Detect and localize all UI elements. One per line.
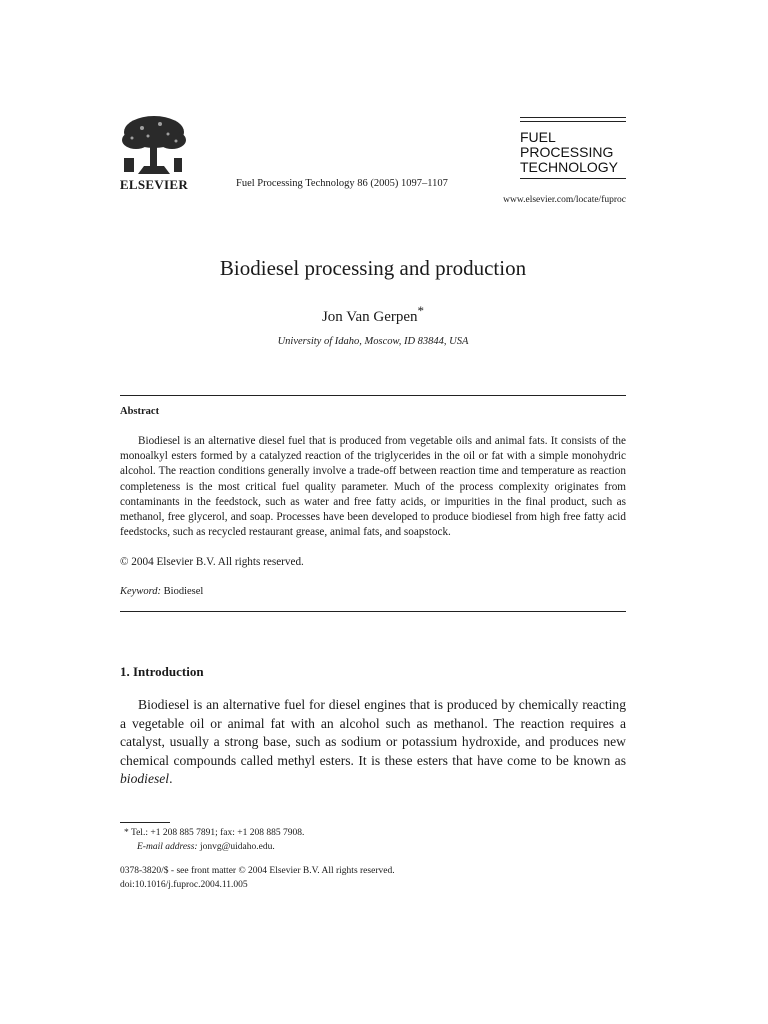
abstract-top-rule: [120, 395, 626, 396]
abstract-copyright: © 2004 Elsevier B.V. All rights reserved.: [120, 556, 304, 568]
brand-rule: [520, 178, 626, 179]
author-footnote-mark: *: [417, 303, 425, 318]
keyword-line: [120, 586, 203, 597]
abstract-heading: Abstract: [120, 406, 160, 417]
publisher-name: ELSEVIER: [119, 177, 189, 192]
footnote-contact: * Tel.: +1 208 885 7891; fax: +1 208 885 7908.: [124, 828, 305, 838]
issn-line: 0378-3820/$ - see front matter © 2004 Elsevier B.V. All rights reserved.: [120, 866, 395, 876]
section-body: [120, 696, 626, 789]
section-heading: 1. Introduction: [120, 664, 204, 679]
brand-rule: [520, 117, 626, 118]
section-text-end: .: [169, 771, 173, 787]
brand-line: TECHNOLOGY: [520, 159, 619, 175]
email-address[interactable]: jonvg@uidaho.edu.: [199, 842, 275, 852]
brand-line: FUEL: [520, 129, 556, 145]
keyword-label: Keyword:: [120, 586, 162, 597]
abstract-text: Biodiesel is an alternative diesel fuel that is produced from vegetable oils and animal fats. It consists of the monoalkyl esters formed by a catalyzed reaction of the triglycerides in the oil or fat with a simple monohydric alcohol. The reaction conditions generally involve a trade-off between reaction time and temperature as reaction completeness is the most critical fuel quality parameter. Much of the process complexity originates from contaminants in the feedstock, such as water and free fatty acids, or impurities in the final product, such as methanol, free glycerol, and soap. Processes have been developed to produce biodiesel from high free fatty acid feedstocks, such as recycled restaurant grease, animal fats, and soapstock.: [120, 435, 626, 539]
article-title: Biodiesel processing and production: [219, 256, 527, 280]
keyword-value: Biodiesel: [163, 586, 204, 597]
brand-line: PROCESSING: [520, 144, 614, 160]
author-affiliation: University of Idaho, Moscow, ID 83844, USA: [277, 336, 469, 347]
footnote-email: [137, 842, 275, 852]
abstract-bottom-rule: [120, 611, 626, 612]
email-label: E-mail address:: [137, 842, 198, 852]
journal-reference: Fuel Processing Technology 86 (2005) 1097–1107: [236, 178, 448, 189]
brand-rule: [520, 121, 626, 122]
journal-url: www.elsevier.com/locate/fuproc: [503, 195, 626, 205]
author-name: Jon Van Gerpen: [321, 309, 418, 325]
journal-brand: [520, 130, 618, 175]
section-text: Biodiesel is an alternative fuel for diesel engines that is produced by chemically reacting a vegetable oil or animal fat with an alcohol such as methanol. The reaction requires a catalyst, usually a strong base, such as sodium or potassium hydroxide, and produces new chemical compounds called methyl esters. It is these esters that have come to be known as: [120, 697, 626, 768]
author-line: [0, 303, 746, 326]
section-emphasis: biodiesel: [120, 771, 170, 787]
footnote-rule: [120, 822, 170, 823]
doi-line[interactable]: doi:10.1016/j.fuproc.2004.11.005: [120, 880, 248, 890]
